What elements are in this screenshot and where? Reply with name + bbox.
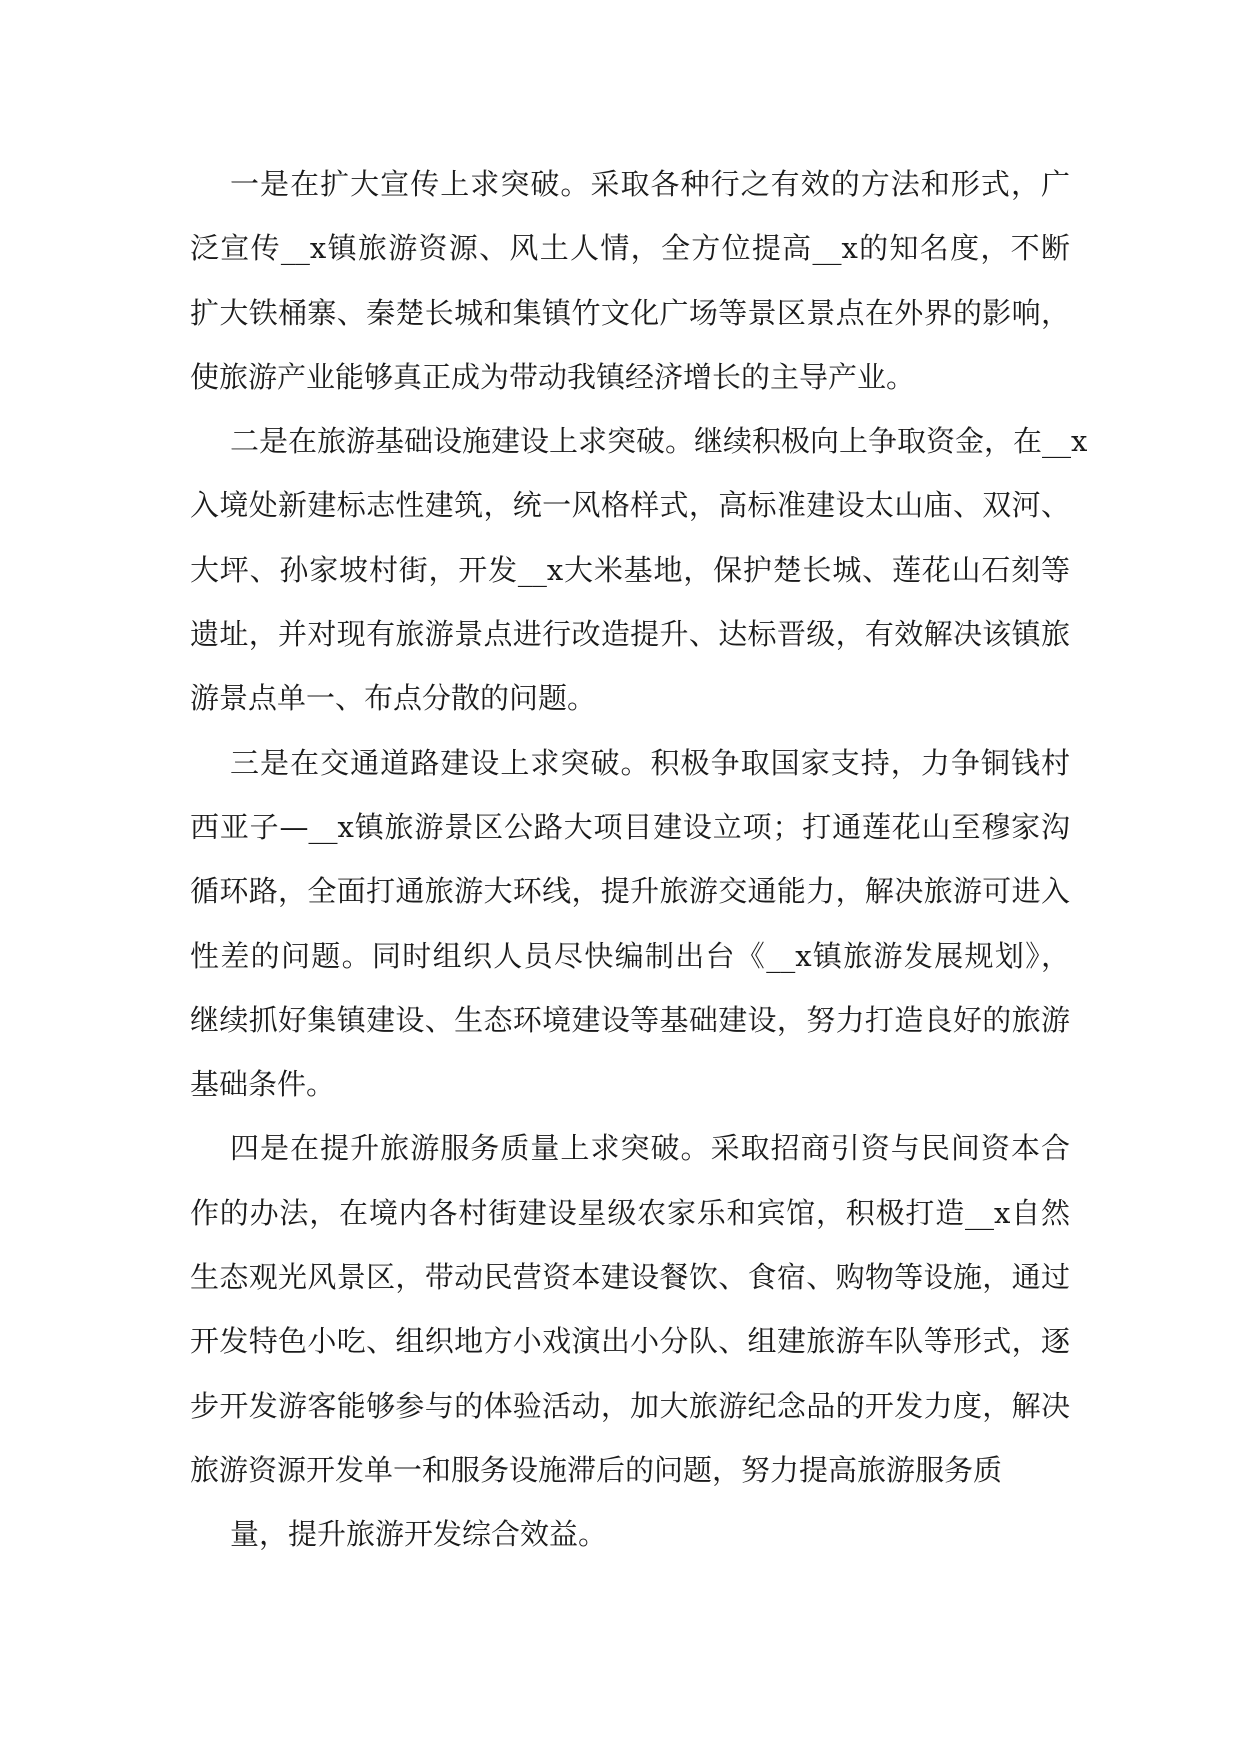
text-line: 游景点单一、布点分散的问题。 [190, 681, 597, 716]
text-line: 继续抓好集镇建设、生态环境建设等基础建设，努力打造良好的旅游 [190, 1002, 1070, 1037]
text-line: 入境处新建标志性建筑，统一风格样式，高标准建设太山庙、双河、 [190, 488, 1070, 523]
text-line: 性差的问题。同时组织人员尽快编制出台《__x镇旅游发展规划》， [190, 938, 1070, 973]
text-line: 开发特色小吃、组织地方小戏演出小分队、组建旅游车队等形式，逐 [190, 1324, 1070, 1359]
text-line: 西亚子—__x镇旅游景区公路大项目建设立项；打通莲花山至穆家沟 [190, 809, 1070, 844]
text-line: 旅游资源开发单一和服务设施滞后的问题，努力提高旅游服务质 [190, 1452, 1003, 1487]
paragraph-4 [190, 1116, 1070, 1502]
text-line: 四是在提升旅游服务质量上求突破。采取招商引资与民间资本合 [230, 1131, 1070, 1166]
text-line: 步开发游客能够参与的体验活动，加大旅游纪念品的开发力度，解决 [190, 1388, 1070, 1423]
paragraph-3 [190, 731, 1070, 1117]
text-line: 基础条件。 [190, 1067, 336, 1102]
text-line: 扩大铁桶寨、秦楚长城和集镇竹文化广场等景区景点在外界的影响， [190, 295, 1070, 330]
text-line: 使旅游产业能够真正成为带动我镇经济增长的主导产业。 [190, 359, 916, 394]
text-line: 作的办法，在境内各村街建设星级农家乐和宾馆，积极打造__x自然 [190, 1195, 1070, 1230]
text-line: 量，提升旅游开发综合效益。 [230, 1517, 608, 1552]
paragraph-2 [190, 409, 1088, 730]
document-body [190, 152, 1088, 1567]
paragraph-1 [190, 152, 1070, 409]
text-line: 生态观光风景区，带动民营资本建设餐饮、食宿、购物等设施，通过 [190, 1260, 1070, 1295]
text-line: 泛宣传__x镇旅游资源、风土人情，全方位提高__x的知名度，不断 [190, 231, 1070, 266]
text-line: 循环路，全面打通旅游大环线，提升旅游交通能力，解决旅游可进入 [190, 874, 1070, 909]
text-line: 遗址，并对现有旅游景点进行改造提升、达标晋级，有效解决该镇旅 [190, 617, 1070, 652]
text-line: 一是在扩大宣传上求突破。采取各种行之有效的方法和形式，广 [230, 167, 1070, 201]
paragraph-5 [190, 1502, 1070, 1566]
text-line: 大坪、孙家坡村街，开发__x大米基地，保护楚长城、莲花山石刻等 [190, 552, 1070, 587]
text-line: 三是在交通道路建设上求突破。积极争取国家支持，力争铜钱村 [230, 745, 1070, 780]
text-line: 二是在旅游基础设施建设上求突破。继续积极向上争取资金，在__x [230, 424, 1088, 459]
